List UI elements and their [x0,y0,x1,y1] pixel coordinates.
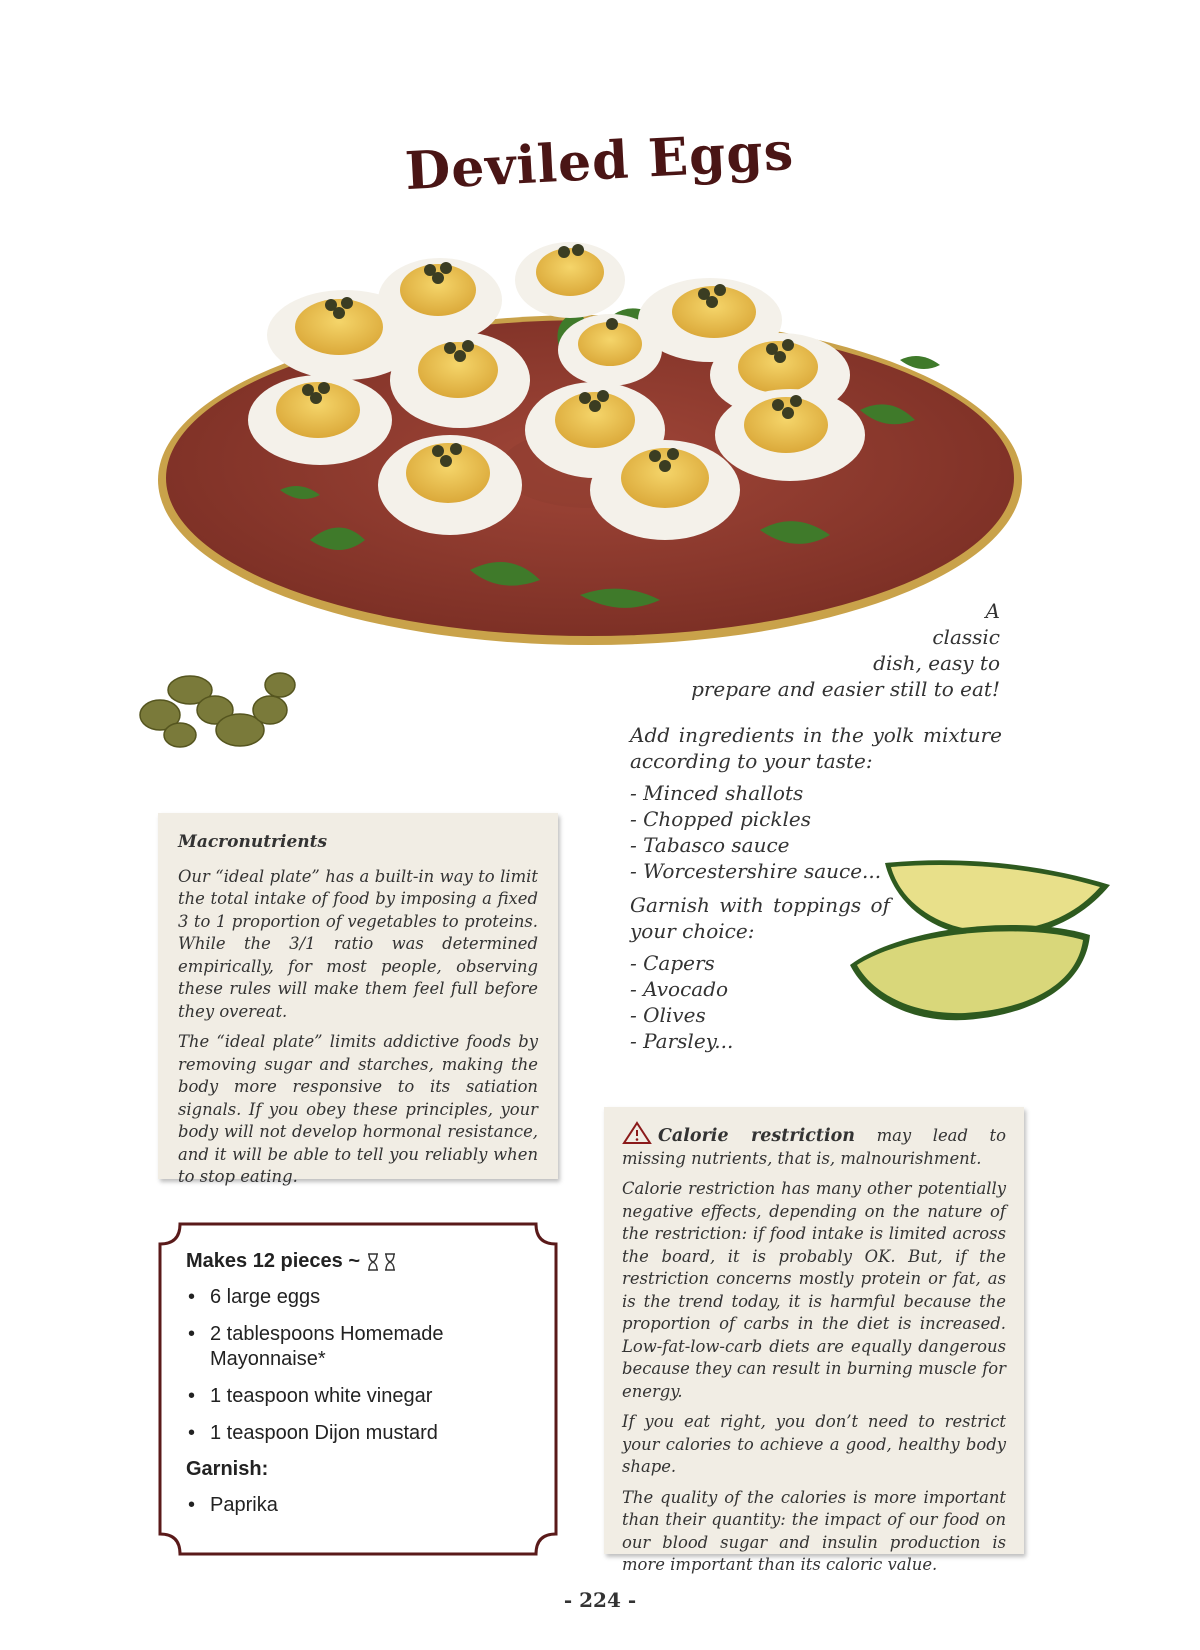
ingredient-item: • 6 large eggs [186,1285,536,1310]
hourglass-icon [366,1253,380,1271]
list-item: - Olives [630,1003,706,1027]
ingredient-item: • 2 tablespoons Homemade Mayonnaise* [186,1322,536,1372]
calorie-paragraph: Calorie restriction has many other potentially negative effects, depending on the nature of the restriction: if food intake is limited across the board, it is probably OK. But, if the restriction concerns mostly protein or fat, as is the trend today, it is harmful because the proportion of carbs in the diet is increased. Low-fat-low-carb diets are equally dangerous because they can result in burning muscle for energy. [622,1179,1006,1401]
hourglass-icon [383,1253,397,1271]
garnish-toppings-heading: Garnish with toppings of your choice: [630,893,890,943]
variations-list [630,722,1002,1062]
capers-photo [120,660,310,760]
macronutrients-sidebar [158,813,558,1186]
intro-text: A classic dish, easy to prepare and easier still to eat! [691,599,1000,701]
list-item: - Parsley... [630,1029,734,1053]
ingredient-item: • 1 teaspoon white vinegar [186,1384,536,1409]
list-item: - Capers [630,951,715,975]
calorie-paragraph: The quality of the calories is more important than their quantity: the impact of our food on our blood sugar and insulin production is more important than its caloric value. [622,1487,1006,1574]
list-item: - Chopped pickles [630,807,811,831]
add-ingredients-list [630,780,1002,884]
add-ingredients-heading: Add ingredients in the yolk mixture according to your taste: [630,723,1002,773]
page-number: - 224 - [563,1588,637,1612]
macronutrients-heading: Macronutrients [178,832,328,852]
list-item: - Avocado [630,977,729,1001]
garnish-heading: Garnish: [186,1458,269,1480]
macronutrients-paragraph: The “ideal plate” limits addictive foods by removing sugar and starches, making the body more responsive to its satiation signals. If you obey these principles, your body will not develop hormonal resistance, and it will be able to tell you reliably when to stop eating. [178,1032,538,1186]
page-title: Deviled Eggs [403,120,796,202]
garnish-toppings-list [630,950,1002,1054]
warning-triangle-icon [622,1121,652,1145]
list-item: - Minced shallots [630,781,804,805]
macronutrients-paragraph: Our “ideal plate” has a built-in way to limit the total intake of food by imposing a fixed 3 to 1 proportion of vegetables to proteins. While the 3/1 ratio was determined empirically, for most people, observing these rules will make them feel full before they overeat. [178,866,538,1021]
list-item: - Worcestershire sauce... [630,859,882,883]
ingredients-list [186,1285,536,1446]
recipe-card [158,1222,558,1556]
recipe-yield: Makes 12 pieces ~ [186,1250,536,1273]
ingredient-item: • 1 teaspoon Dijon mustard [186,1421,536,1446]
calorie-paragraph: If you eat right, you don’t need to restrict your calories to achieve a good, healthy body shape. [622,1412,1006,1476]
calorie-lead-bold: Calorie restriction [658,1126,855,1146]
calorie-restriction-sidebar [604,1107,1024,1574]
calorie-lead: Calorie restriction may lead to missing nutrients, that is, malnourishment. [622,1121,1006,1170]
list-item: - Tabasco sauce [630,833,790,857]
garnish-list [186,1493,536,1518]
deviled-eggs-photo [140,240,1040,660]
garnish-item: • Paprika [186,1493,536,1518]
